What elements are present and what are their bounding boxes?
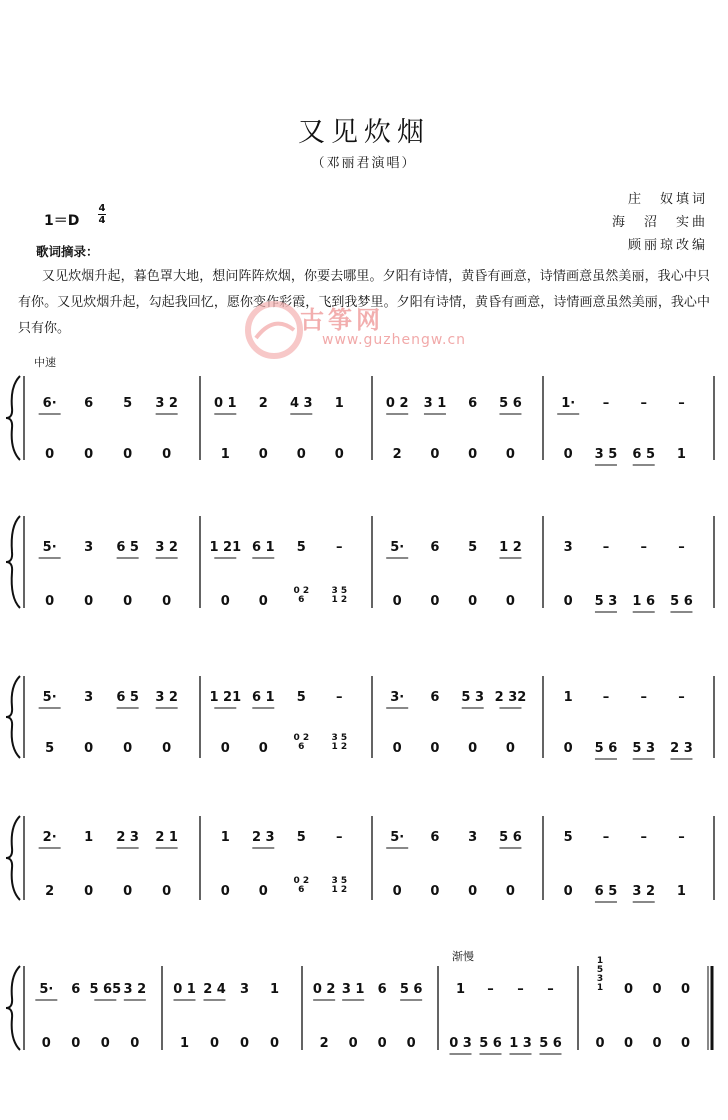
note: 1 6 <box>632 594 656 609</box>
note: 1 <box>676 447 686 462</box>
note: 0 <box>563 884 573 899</box>
note: – <box>640 690 647 705</box>
note: 0 <box>258 447 268 462</box>
watermark-url: www.guzhengw.cn <box>322 332 467 348</box>
note: 0 <box>505 741 515 756</box>
note: 0 <box>220 741 230 756</box>
note: 0 1 <box>173 982 196 997</box>
note: 0 <box>258 741 268 756</box>
note: 2 <box>392 447 402 462</box>
note: 6 1 <box>251 690 275 705</box>
note: 5· <box>42 690 57 705</box>
note: 0 <box>563 594 573 609</box>
note: 0 <box>563 741 573 756</box>
note: 5 <box>296 540 306 555</box>
note: 0 <box>595 1036 605 1051</box>
note: 1 <box>179 1036 190 1051</box>
note: 6 <box>430 540 440 555</box>
note: 0 <box>430 741 440 756</box>
note: 0 <box>269 1036 280 1051</box>
note: 3· <box>390 690 405 705</box>
note: 5 6 <box>499 830 522 845</box>
arranger-credit: 顾丽琼改编 <box>627 238 708 253</box>
note: 5 <box>123 396 133 411</box>
note: 5· <box>42 540 57 555</box>
watermark-text: 古筝网 <box>300 306 384 334</box>
note: 1 3 <box>509 1036 532 1051</box>
note: 2 3 <box>251 830 275 845</box>
note: – <box>487 982 494 997</box>
note: 0 <box>258 594 268 609</box>
note: 1 <box>676 884 686 899</box>
note: 0 <box>505 884 515 899</box>
note: 0 <box>123 447 133 462</box>
note: 3 2 <box>155 540 178 555</box>
note: 1 <box>269 982 280 997</box>
note: 0 <box>505 594 515 609</box>
note: 2 3 <box>116 830 139 845</box>
note: 0 <box>406 1036 416 1051</box>
tempo-start: 中速 <box>34 356 56 369</box>
note: 0 1 <box>213 396 237 411</box>
note: 6 5 <box>116 690 139 705</box>
note: 6 <box>377 982 387 997</box>
note: 1 <box>84 830 94 845</box>
chord-stack: 1 5 3 1 <box>596 956 604 993</box>
note: 0 <box>348 1036 358 1051</box>
system-brace <box>6 816 20 900</box>
note: – <box>678 540 685 555</box>
note: 0 <box>505 447 515 462</box>
note: 0 <box>392 594 402 609</box>
note: 5 <box>468 540 478 555</box>
composer-credit: 海 沼 实曲 <box>611 215 708 230</box>
note: – <box>640 830 647 845</box>
note: 5 6 <box>479 1036 502 1051</box>
note: 0 <box>100 1036 110 1051</box>
note: 0 <box>84 741 94 756</box>
performer-subtitle: （邓丽君演唱） <box>311 156 417 171</box>
note: 0 <box>123 741 133 756</box>
note: 0 <box>71 1036 81 1051</box>
note: 3 1 <box>341 982 365 997</box>
note: 0 <box>84 884 94 899</box>
note: – <box>336 830 343 845</box>
note: 0 <box>680 982 690 997</box>
note: 2 <box>258 396 268 411</box>
note: 4 3 <box>289 396 313 411</box>
note: 6 <box>84 396 94 411</box>
note: 6 5 <box>116 540 139 555</box>
key-signature: 1＝D <box>44 213 80 229</box>
note: 3 <box>84 540 94 555</box>
note: 3 <box>239 982 250 997</box>
lyrics-text: 又见炊烟升起，暮色罩大地，想问阵阵炊烟，你要去哪里。夕阳有诗情，黄昏有画意，诗情画意虽然美丽，我心中只有你。又见炊烟升起，勾起我回忆，愿你变作彩霞，飞到我梦里。夕阳有诗情，黄昏有画意，诗情画意虽然美丽，我心中只有你。 <box>18 269 710 336</box>
note: 0 <box>123 884 133 899</box>
note: 0 <box>392 884 402 899</box>
note: – <box>517 982 524 997</box>
note: 3 <box>468 830 478 845</box>
note: – <box>678 690 685 705</box>
note: – <box>336 690 343 705</box>
note: 0 3 <box>449 1036 472 1051</box>
note: 0 <box>680 1036 690 1051</box>
note: 1 <box>220 447 230 462</box>
note: 3 2 <box>632 884 656 899</box>
note: 1 <box>455 982 466 997</box>
note: 0 <box>162 884 172 899</box>
note: 0 <box>45 594 55 609</box>
chord-stack: 0 2 6 <box>293 733 310 752</box>
note: 6 5 <box>594 884 618 899</box>
note: 0 <box>468 884 478 899</box>
note: 3 2 <box>155 396 178 411</box>
chord-stack: 3 5 1 2 <box>331 876 348 895</box>
note: 5 3 <box>594 594 618 609</box>
note: 0 <box>296 447 306 462</box>
note: 6 <box>71 982 81 997</box>
note: – <box>640 396 647 411</box>
note: 2 3 <box>670 741 693 756</box>
note: 0 <box>130 1036 140 1051</box>
system-brace <box>6 376 20 460</box>
note: 0 <box>468 741 478 756</box>
note: 0 <box>45 447 55 462</box>
note: 0 <box>84 594 94 609</box>
system-brace <box>6 516 20 608</box>
note: 1 <box>563 690 573 705</box>
note: 1 <box>334 396 344 411</box>
note: 2 <box>319 1036 329 1051</box>
note: 0 <box>209 1036 220 1051</box>
note: 5 <box>563 830 573 845</box>
note: 0 <box>563 447 573 462</box>
note: 0 <box>623 1036 633 1051</box>
note: 5 <box>45 741 55 756</box>
note: 5 65 <box>89 982 122 997</box>
note: 0 <box>652 1036 662 1051</box>
system-brace <box>6 676 20 758</box>
note: 0 <box>430 447 440 462</box>
note: 0 2 <box>385 396 409 411</box>
note: 2 4 <box>203 982 226 997</box>
tempo-end: 渐慢 <box>452 950 474 963</box>
note: 5 6 <box>670 594 693 609</box>
note: 0 <box>468 594 478 609</box>
note: 2 <box>45 884 55 899</box>
note: 0 <box>468 447 478 462</box>
note: 5 6 <box>594 741 618 756</box>
note: – <box>678 396 685 411</box>
note: – <box>547 982 554 997</box>
note: 6 1 <box>251 540 275 555</box>
note: 1· <box>561 396 576 411</box>
note: 6 5 <box>632 447 656 462</box>
chord-stack: 0 2 6 <box>293 876 310 895</box>
note: 6 <box>430 690 440 705</box>
note: 0 <box>430 884 440 899</box>
note: 1 <box>220 830 230 845</box>
note: 0 <box>392 741 402 756</box>
chord-stack: 3 5 1 2 <box>331 586 348 605</box>
note: 5 <box>296 690 306 705</box>
note: 5 3 <box>461 690 485 705</box>
time-signature-denominator: 4 <box>98 215 106 226</box>
note: – <box>602 540 610 555</box>
note: 0 <box>258 884 268 899</box>
note: – <box>640 540 647 555</box>
note: 3 <box>84 690 94 705</box>
note: 0 <box>220 594 230 609</box>
note: 0 <box>162 594 172 609</box>
note: 0 <box>652 982 662 997</box>
note: 5 6 <box>539 1036 562 1051</box>
note: – <box>602 830 610 845</box>
note: 0 <box>377 1036 387 1051</box>
note: 0 2 <box>312 982 336 997</box>
time-signature-numerator: 4 <box>98 203 106 214</box>
note: 5 3 <box>632 741 656 756</box>
note: 0 <box>162 741 172 756</box>
note: 3 2 <box>123 982 147 997</box>
note: 0 <box>162 447 172 462</box>
note: 5· <box>39 982 54 997</box>
note: – <box>678 830 685 845</box>
note: 0 <box>123 594 133 609</box>
lyricist-credit: 庄 奴填词 <box>627 192 708 207</box>
note: 1 21 <box>209 540 242 555</box>
note: – <box>336 540 343 555</box>
note: 0 <box>430 594 440 609</box>
note: 0 <box>84 447 94 462</box>
note: 1 2 <box>499 540 522 555</box>
note: 0 <box>334 447 344 462</box>
note: 1 21 <box>209 690 242 705</box>
chord-stack: 3 5 1 2 <box>331 733 348 752</box>
note: 3 5 <box>594 447 618 462</box>
system-brace <box>6 966 20 1050</box>
note: 3 2 <box>155 690 178 705</box>
lyrics-heading: 歌词摘录： <box>36 244 99 259</box>
note: 5 6 <box>399 982 423 997</box>
note: 0 <box>239 1036 250 1051</box>
note: – <box>602 396 610 411</box>
chord-stack: 0 2 6 <box>293 586 310 605</box>
note: 0 <box>623 982 633 997</box>
note: 5 6 <box>499 396 522 411</box>
note: 6 <box>468 396 478 411</box>
note: 5· <box>390 830 405 845</box>
note: 3 1 <box>423 396 447 411</box>
note: 2· <box>42 830 57 845</box>
note: – <box>602 690 610 705</box>
note: 3 <box>563 540 573 555</box>
song-title: 又见炊烟 <box>298 117 430 148</box>
note: 0 <box>41 1036 51 1051</box>
note: 5· <box>390 540 405 555</box>
note: 5 <box>296 830 306 845</box>
note: 2 32 <box>494 690 527 705</box>
note: 2 1 <box>155 830 178 845</box>
note: 0 <box>220 884 230 899</box>
note: 6 <box>430 830 440 845</box>
note: 6· <box>42 396 57 411</box>
